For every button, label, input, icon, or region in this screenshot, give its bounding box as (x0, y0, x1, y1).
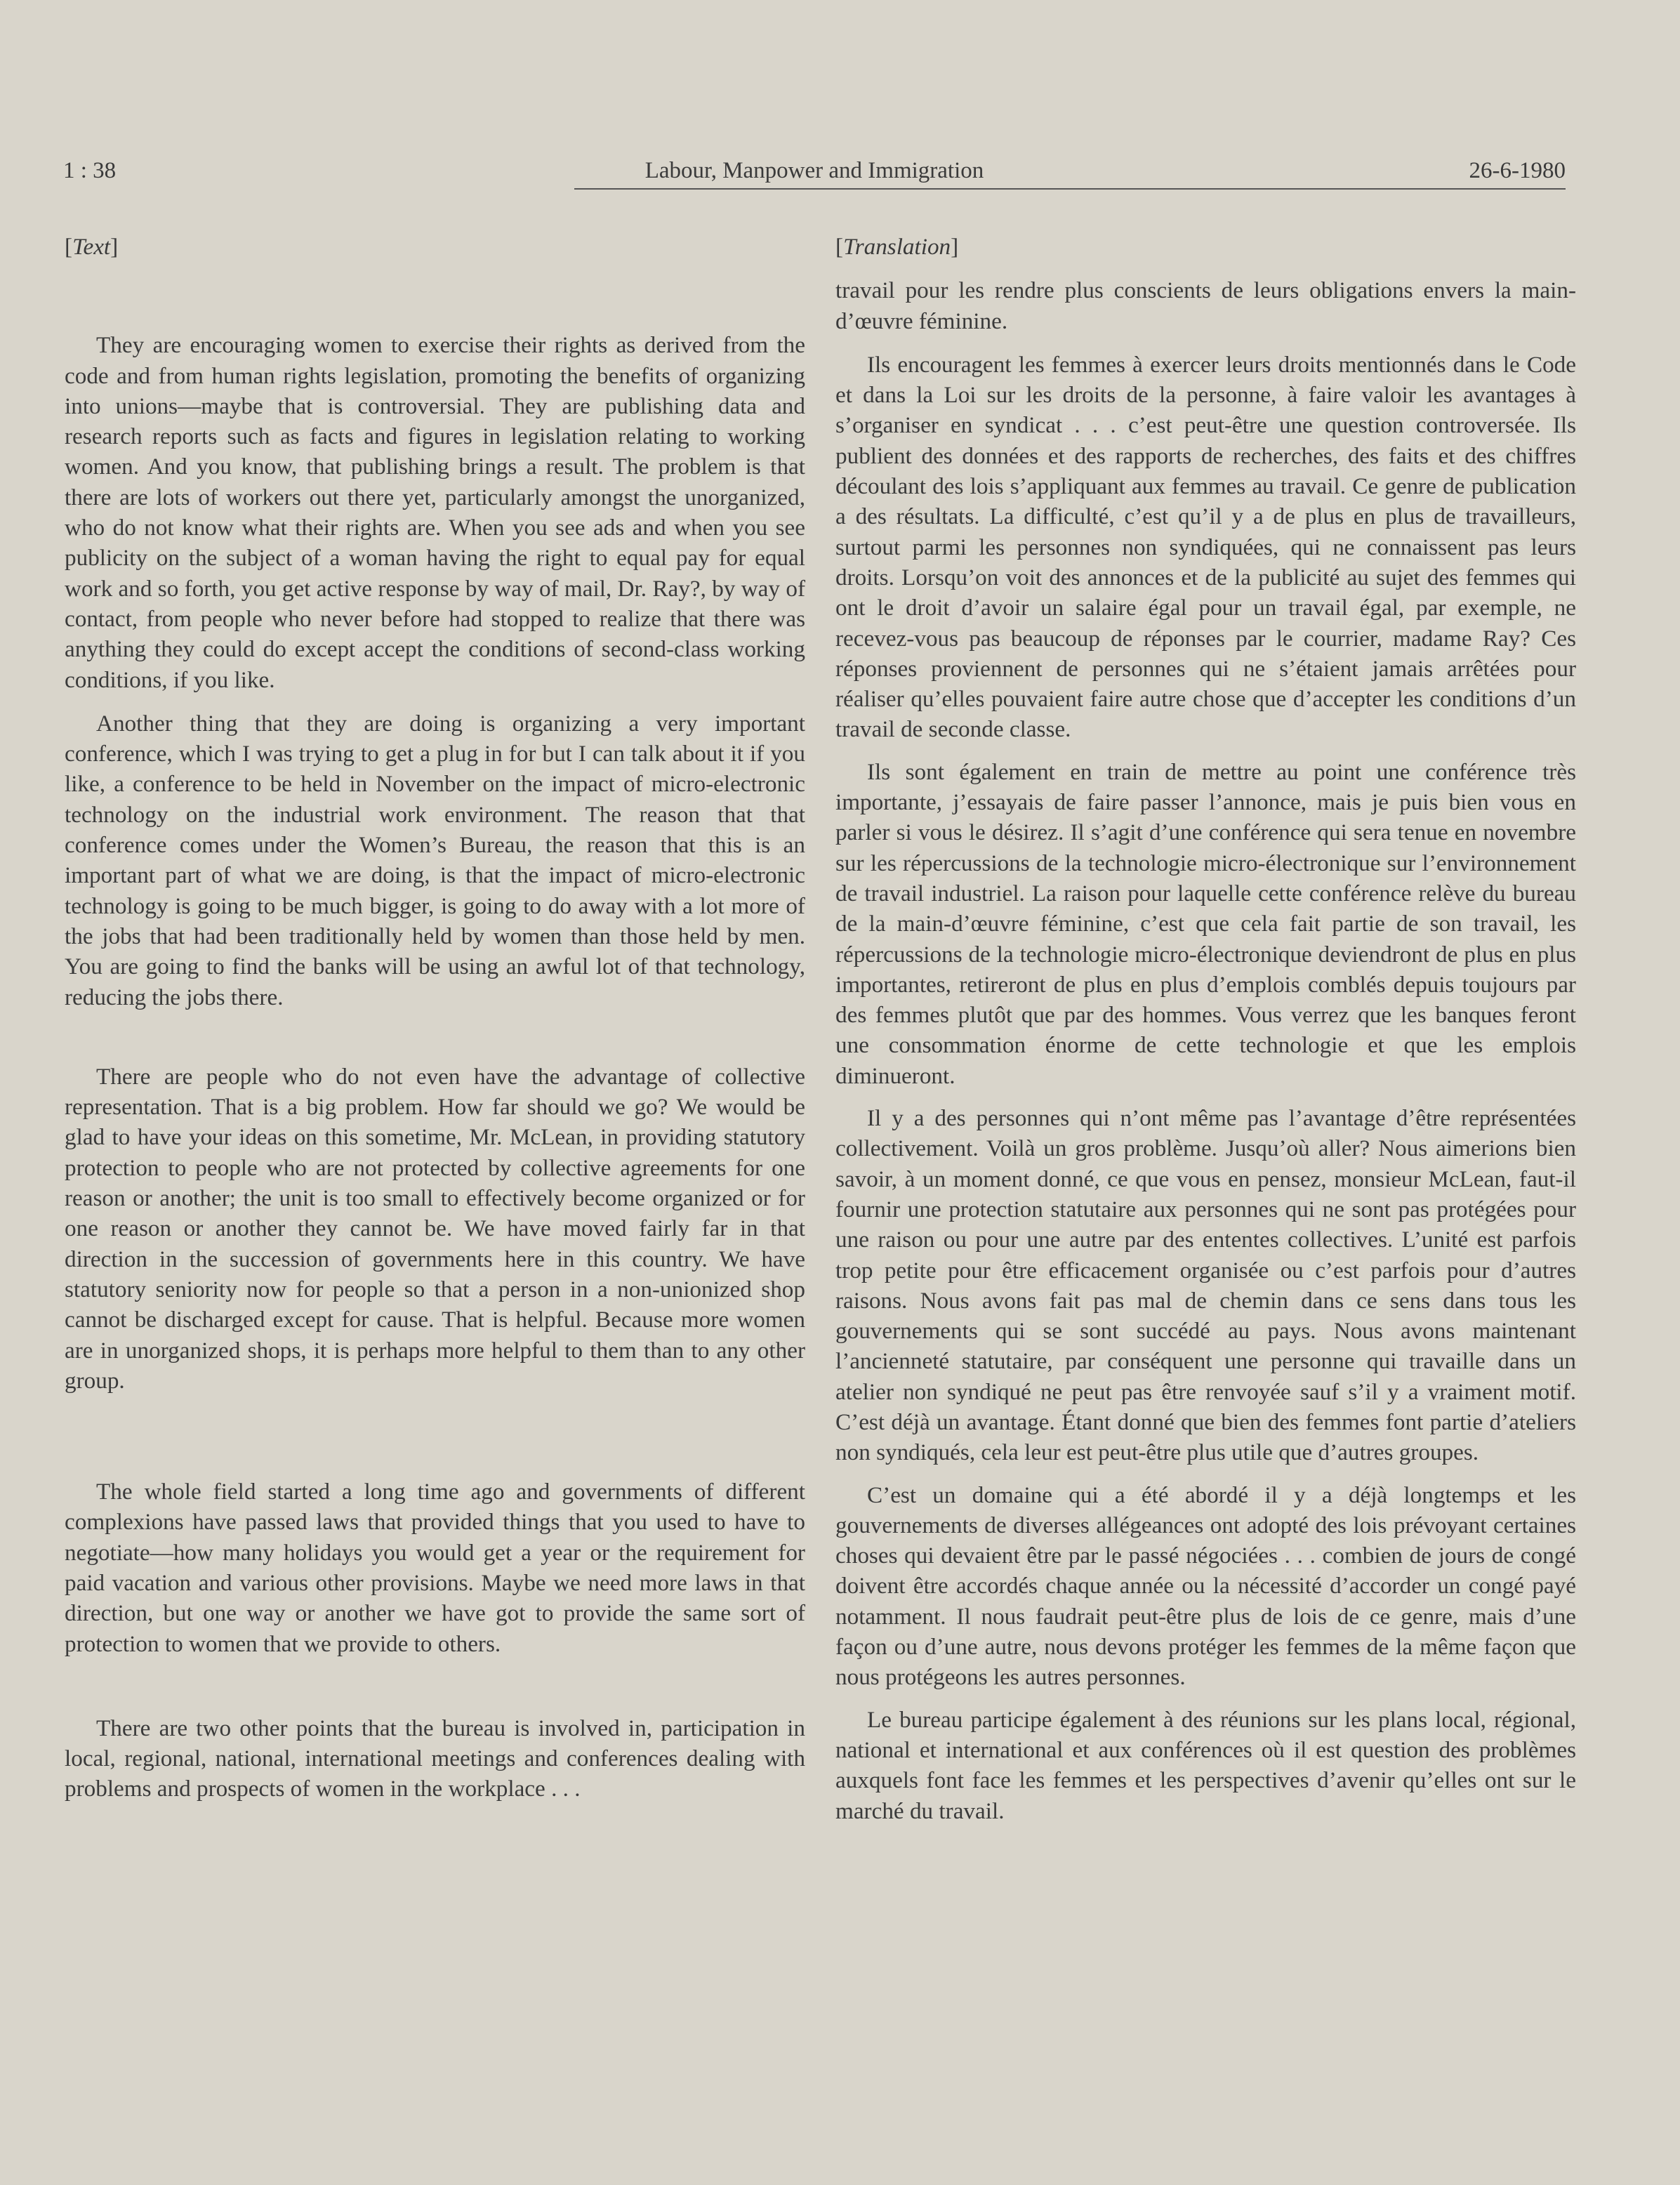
paragraph: Il y a des personnes qui n’ont même pas l’avantage d’être représentées collectivement. Voilà un gros problème. Jusqu’où aller? Nous aimerions bien savoir, à un moment donné, ce que vous en pensez, monsieur McLean, faut-il fournir une protection statutaire aux personnes qui ne sont pas protégées pour une raison ou pour une autre par des ententes collectives. L’unité est parfois trop petite pour être efficacement organisée ou c’est parfois pour d’autres raisons. Nous avons fait pas mal de chemin dans ce sens dans tous les gouvernements qui se sont succédé au pays. Nous avons maintenant l’ancienneté statutaire, par conséquent une personne qui travaille dans un atelier non syndiqué ne peut pas être renvoyée sauf s’il y a vraiment motif. C’est déjà un avantage. Étant donné que bien des femmes font partie d’ateliers non syndiqués, cela leur est peut-être plus utile que d’autres groupes. (835, 1105, 1576, 1466)
paragraph: Le bureau participe également à des réunions sur les plans local, régional, national et international et aux conférences où il est question des problèmes auxquels font face les femmes et les perspectives d’avenir qu’elles ont sur le marché du travail. (835, 1706, 1576, 1824)
page-date: 26-6-1980 (1469, 158, 1566, 183)
page-header (63, 153, 1566, 188)
continued-paragraph: travail pour les rendre plus conscients de leurs obligations envers la main-d’œuvre féminine. (835, 277, 1576, 334)
paragraph: There are two other points that the bureau is involved in, participation in local, regional, national, international meetings and conferences dealing with problems and prospects of women in the workplace . . . (65, 1715, 805, 1802)
column-label-translation: [Translation] (835, 234, 959, 260)
paragraph: Another thing that they are doing is organizing a very important conference, which I was trying to get a plug in for but I can talk about it if you like, a conference to be held in November on the impact of micro-electronic technology on the industrial work environment. The reason that that conference comes under the Women’s Bureau, the reason that this is an important part of what we are doing, is that the impact of micro-electronic technology is going to be much bigger, is going to do away with a lot more of the jobs that had been traditionally held by women than those held by men. You are going to find the banks will be using an awful lot of that technology, reducing the jobs there. (65, 710, 805, 1010)
english-column (65, 232, 805, 1804)
french-column (835, 232, 1576, 1838)
paragraph: Ils encouragent les femmes à exercer leurs droits mentionnés dans le Code et dans la Loi sur les droits de la personne, à faire valoir les avantages à s’organiser en syndicat . . . c’est peut-être une question controversée. Ils publient des données et des rapports de recherches, des faits et des chiffres découlant des lois s’appliquant aux femmes au travail. Ce genre de publication a des résultats. La difficulté, c’est qu’il y a de plus en plus de travailleurs, surtout parmi les personnes non syndiquées, qui ne connaissent pas leurs droits. Lorsqu’on voit des annonces et de la publicité au sujet des femmes qui ont le droit d’avoir un salaire égal pour un travail égal, par exemple, ne recevez-vous pas beaucoup de réponses par le courrier, madame Ray? Ces réponses proviennent de personnes qui ne s’étaient jamais arrêtées pour réaliser qu’elles pouvaient faire autre chose que d’accepter les conditions d’un travail de seconde classe. (835, 351, 1576, 743)
paragraph: The whole field started a long time ago and governments of different complexions have passed laws that provided things that you used to have to negotiate—how many holidays you would get a year or the requirement for paid vacation and various other provisions. Maybe we need more laws in that direction, but one way or another we have got to provide the same sort of protection to women that we provide to others. (65, 1479, 805, 1657)
paragraph: There are people who do not even have the advantage of collective representation. That is a big problem. How far should we go? We would be glad to have your ideas on this sometime, Mr. McLean, in providing statutory protection to people who are not protected by collective agreements for one reason or another; the unit is too small to effectively become organized or for one reason or another they cannot be. We have moved fairly far in that direction in the succession of governments here in this country. We have statutory seniority now for people so that a person in a non-unionized shop cannot be discharged except for cause. That is helpful. Because more women are in unorganized shops, it is perhaps more helpful to them than to any other group. (65, 1063, 805, 1394)
header-rule (574, 188, 1566, 190)
paragraph: C’est un domaine qui a été abordé il y a déjà longtemps et les gouvernements de diverses allégeances ont adopté des lois prévoyant certaines choses qui devaient être par le passé négociées . . . combien de jours de congé doivent être accordés chaque année ou la nécessité d’accorder un congé payé notamment. Il nous faudrait peut-être plus de lois de ce genre, mais d’une façon ou d’une autre, nous devons protéger les femmes de la même façon que nous protégeons les autres personnes. (835, 1481, 1576, 1691)
page-number: 1 : 38 (63, 158, 117, 183)
paragraph: Ils sont également en train de mettre au point une conférence très importante, j’essayais de faire passer l’annonce, mais je puis bien vous en parler si vous le désirez. Il s’agit d’une conférence qui sera tenue en novembre sur les répercussions de la technologie micro-électronique sur l’environnement de travail industriel. La raison pour laquelle cette conférence relève du bureau de la main-d’œuvre féminine, c’est que cela fait partie de son travail, les répercussions de la technologie micro-électronique deviendront de plus en plus importantes, retireront de plus en plus d’emplois comblés depuis toujours par des femmes plutôt que par des hommes. Vous verrez que les banques feront une consommation énorme de cette technologie et que les emplois diminueront. (835, 758, 1576, 1089)
column-label-text: [Text] (65, 234, 119, 260)
page-title: Labour, Manpower and Immigration (644, 158, 984, 183)
paragraph: They are encouraging women to exercise their rights as derived from the code and from human rights legislation, promoting the benefits of organizing into unions—maybe that is controversial. They are publishing data and research reports such as facts and figures in legislation relating to working women. And you know, that publishing brings a result. The problem is that there are lots of workers out there yet, particularly amongst the unorganized, who do not know what their rights are. When you see ads and when you see publicity on the subject of a woman having the right to equal pay for equal work and so forth, you get active response by way of mail, Dr. Ray?, by way of contact, from people who never before had stopped to realize that there was anything they could do except accept the conditions of second-class working conditions, if you like. (65, 332, 805, 693)
